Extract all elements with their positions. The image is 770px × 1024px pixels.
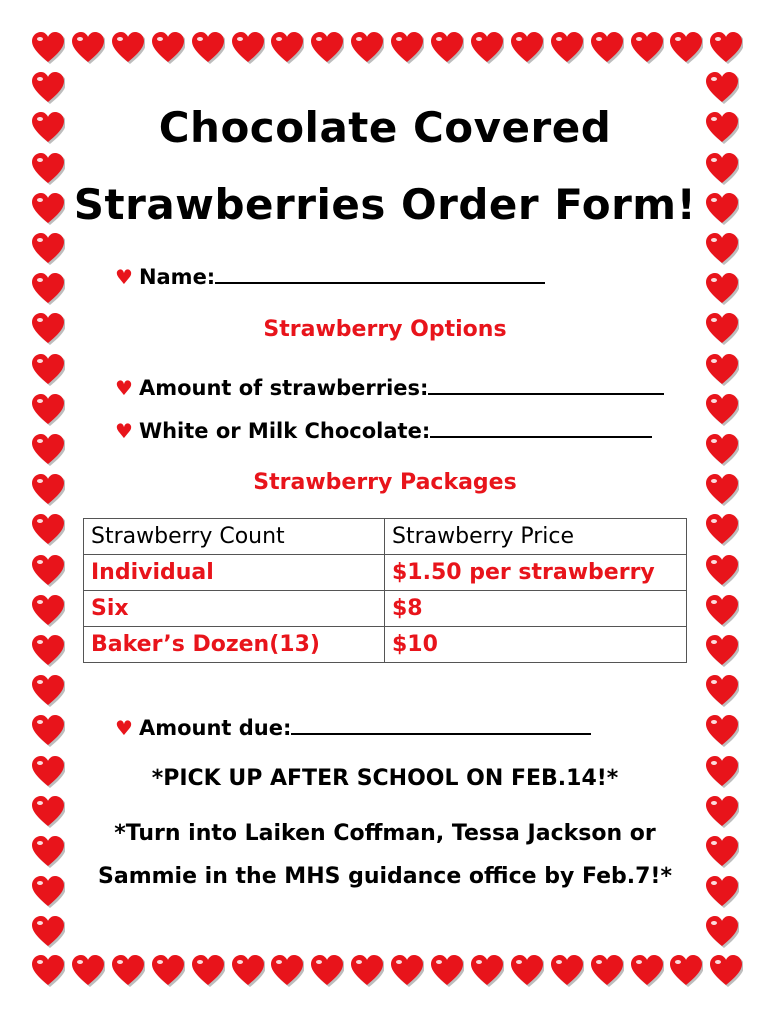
table-header-row	[84, 519, 687, 555]
heart-icon	[550, 954, 584, 988]
heart-icon	[709, 31, 743, 65]
heart-icon	[191, 31, 225, 65]
name-blank[interactable]	[215, 262, 545, 284]
heart-bullet-icon: ♥	[115, 716, 133, 740]
amount-due-blank[interactable]	[291, 713, 591, 735]
amount-blank[interactable]	[428, 373, 664, 395]
heart-icon	[310, 31, 344, 65]
heart-icon	[590, 954, 624, 988]
heart-icon	[470, 31, 504, 65]
turn-in-note-line-1: *Turn into Laiken Coffman, Tessa Jackson or	[114, 821, 656, 846]
turn-in-note-line-2: Sammie in the MHS guidance office by Feb.7!*	[98, 864, 672, 889]
heart-icon	[111, 31, 145, 65]
heart-icon	[705, 594, 739, 628]
heart-icon	[31, 634, 65, 668]
heart-icon	[270, 954, 304, 988]
heart-bullet-icon: ♥	[115, 265, 133, 289]
heart-icon	[430, 954, 464, 988]
heart-icon	[669, 954, 703, 988]
title-line-1: Chocolate Covered	[158, 103, 612, 152]
heart-icon	[510, 31, 544, 65]
price-cell: $1.50 per strawberry	[385, 555, 687, 591]
heart-bullet-icon: ♥	[115, 376, 133, 400]
heart-icon	[705, 353, 739, 387]
heart-icon	[510, 954, 544, 988]
heart-icon	[705, 513, 739, 547]
table-row	[84, 555, 687, 591]
heart-icon	[705, 915, 739, 949]
heart-bullet-icon: ♥	[115, 419, 133, 443]
amount-field-row	[115, 373, 664, 400]
heart-icon	[231, 954, 265, 988]
heart-icon	[31, 393, 65, 427]
title-line-2: Strawberries Order Form!	[73, 180, 697, 229]
heart-icon	[630, 31, 664, 65]
packages-table	[83, 518, 687, 663]
heart-icon	[430, 31, 464, 65]
heart-icon	[191, 954, 225, 988]
count-cell: Six	[84, 591, 385, 627]
heart-icon	[31, 232, 65, 266]
amount-label: Amount of strawberries:	[138, 376, 429, 400]
table-row	[84, 627, 687, 663]
name-field-row	[115, 262, 545, 289]
heart-icon	[31, 714, 65, 748]
heart-icon	[71, 31, 105, 65]
count-cell: Individual	[84, 555, 385, 591]
heart-icon	[705, 272, 739, 306]
heart-icon	[590, 31, 624, 65]
heart-icon	[390, 954, 424, 988]
heart-icon	[705, 433, 739, 467]
heart-icon	[669, 31, 703, 65]
chocolate-field-row	[115, 416, 652, 443]
options-heading: Strawberry Options	[263, 317, 507, 342]
heart-icon	[31, 554, 65, 588]
heart-icon	[111, 954, 145, 988]
heart-icon	[31, 71, 65, 105]
amount-due-row	[115, 713, 591, 740]
heart-icon	[31, 31, 65, 65]
heart-icon	[31, 674, 65, 708]
heart-icon	[151, 954, 185, 988]
heart-icon	[151, 31, 185, 65]
heart-icon	[470, 954, 504, 988]
heart-icon	[31, 272, 65, 306]
heart-icon	[310, 954, 344, 988]
count-cell: Baker’s Dozen(13)	[84, 627, 385, 663]
heart-icon	[705, 232, 739, 266]
heart-icon	[550, 31, 584, 65]
heart-icon	[350, 31, 384, 65]
heart-icon	[31, 915, 65, 949]
heart-icon	[31, 433, 65, 467]
heart-icon	[705, 714, 739, 748]
price-cell: $8	[385, 591, 687, 627]
header-count: Strawberry Count	[84, 519, 385, 555]
pickup-note: *PICK UP AFTER SCHOOL ON FEB.14!*	[151, 766, 619, 791]
heart-icon	[705, 674, 739, 708]
chocolate-blank[interactable]	[430, 416, 652, 438]
heart-icon	[31, 954, 65, 988]
heart-icon	[705, 634, 739, 668]
heart-icon	[231, 31, 265, 65]
heart-icon	[705, 71, 739, 105]
heart-icon	[390, 31, 424, 65]
heart-icon	[270, 31, 304, 65]
chocolate-label: White or Milk Chocolate:	[138, 419, 431, 443]
name-label: Name:	[138, 265, 216, 289]
heart-icon	[709, 954, 743, 988]
heart-icon	[31, 594, 65, 628]
heart-icon	[630, 954, 664, 988]
heart-icon	[71, 954, 105, 988]
heart-icon	[31, 513, 65, 547]
table-row	[84, 591, 687, 627]
heart-icon	[31, 353, 65, 387]
amount-due-label: Amount due:	[138, 716, 292, 740]
price-cell: $10	[385, 627, 687, 663]
heart-icon	[705, 393, 739, 427]
packages-heading: Strawberry Packages	[253, 470, 517, 495]
heart-icon	[350, 954, 384, 988]
header-price: Strawberry Price	[385, 519, 687, 555]
heart-icon	[705, 554, 739, 588]
